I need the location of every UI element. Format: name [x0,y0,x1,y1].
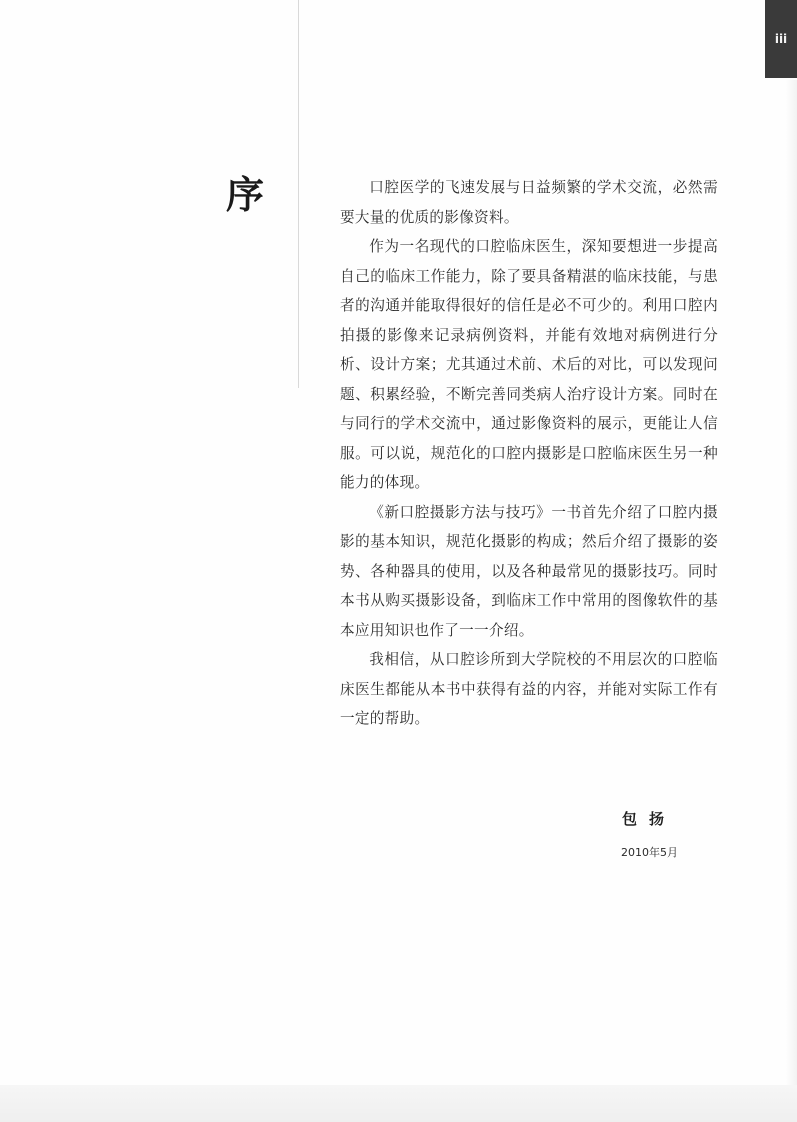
scan-edge-bottom [0,1085,797,1122]
paragraph: 作为一名现代的口腔临床医生，深知要想进一步提高自己的临床工作能力，除了要具备精湛的临床技能，与患者的沟通并能取得很好的信任是必不可少的。利用口腔内拍摄的影像来记录病例资料，并能有效地对病例进行分析、设计方案；尤其通过术前、术后的对比，可以发现问题、积累经验，不断完善同类病人治疗设计方案。同时在与同行的学术交流中，通过影像资料的展示，更能让人信服。可以说，规范化的口腔内摄影是口腔临床医生另一种能力的体现。 [340,238,718,491]
page-number: iii [774,32,788,46]
gutter-divider [298,0,299,388]
preface-body [340,173,718,734]
signature-date: 2010年5月 [621,846,678,859]
paragraph: 我相信，从口腔诊所到大学院校的不用层次的口腔临床医生都能从本书中获得有益的内容，并能对实际工作有一定的帮助。 [340,651,718,727]
paragraph: 口腔医学的飞速发展与日益频繁的学术交流，必然需要大量的优质的影像资料。 [340,179,718,226]
page-number-tab [765,0,797,78]
author-signature: 包扬 [622,810,677,828]
scan-edge-right [785,80,797,1085]
preface-heading: 序 [226,172,265,217]
paragraph: 《新口腔摄影方法与技巧》一书首先介绍了口腔内摄影的基本知识，规范化摄影的构成；然后介绍了摄影的姿势、各种器具的使用，以及各种最常见的摄影技巧。同时本书从购买摄影设备，到临床工作中常用的图像软件的基本应用知识也作了一一介绍。 [340,503,718,639]
